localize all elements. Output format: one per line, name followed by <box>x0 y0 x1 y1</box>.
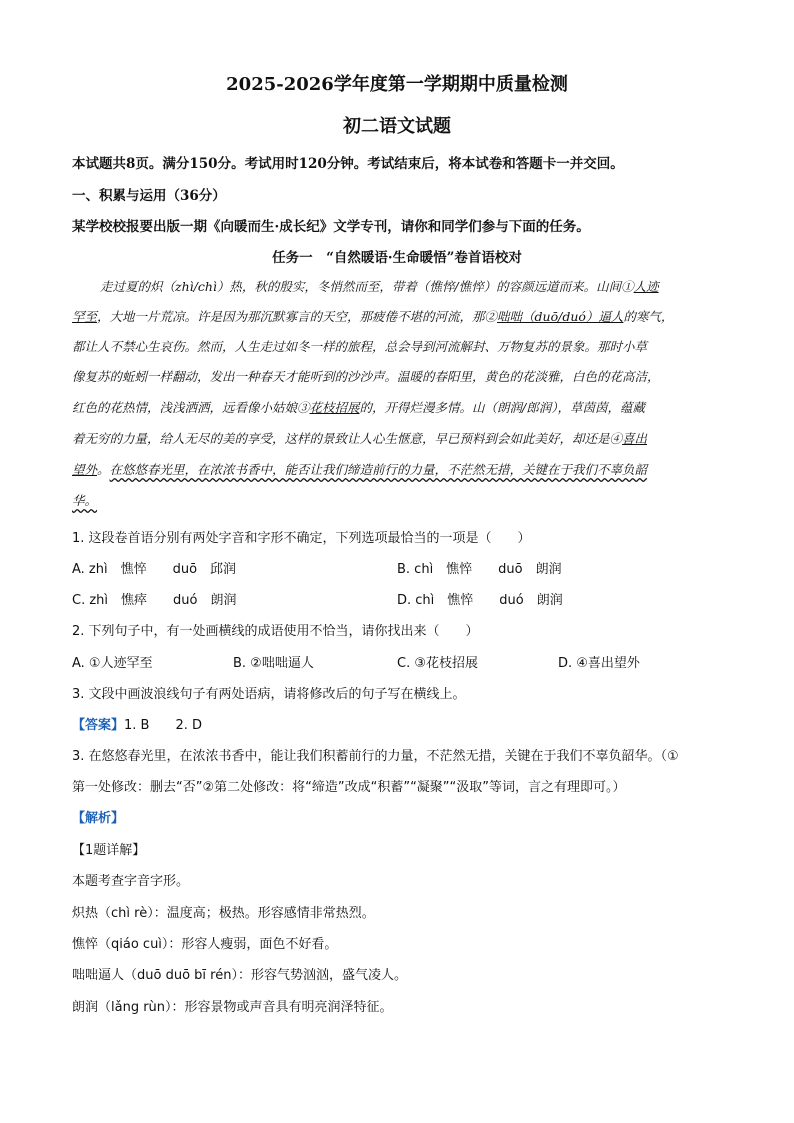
task-lead: 某学校校报要出版一期《向暖而生·成长纪》文学专刊，请你和同学们参与下面的任务。 <box>72 219 590 235</box>
underlined-idiom: 咄咄（duō/duó）逼人 <box>497 309 624 324</box>
analysis-line: 朗润（lǎng rùn）：形容景物或声音具有明亮润泽特征。 <box>72 1000 393 1015</box>
passage-line <box>72 429 647 447</box>
analysis-line: 炽热（chì rè）：温度高；极热。形容感情非常热烈。 <box>72 906 375 921</box>
passage-text: 的，开得烂漫多情。山（朗润/郎润），草茵茵，蕴藏 <box>359 400 645 415</box>
passage-line: 都让人不禁心生哀伤。然而，人生走过如冬一样的旅程，总会导到河流解封、万物复苏的景象。那时小草 <box>72 339 648 354</box>
underlined-idiom: 望外 <box>72 462 98 477</box>
q2-option-b: B. ②咄咄逼人 <box>233 656 314 671</box>
q2-option-c: C. ③花枝招展 <box>397 656 478 671</box>
analysis-line: 憔悴（qiáo cuì）：形容人瘦弱，面色不好看。 <box>72 937 338 952</box>
q1-option-a: A. zhì 憔悴 duō 邱润 <box>72 562 237 577</box>
question-3-stem: 3. 文段中画波浪线句子有两处语病，请将修改后的句子写在横线上。 <box>72 687 466 702</box>
section-heading: 一、积累与运用（36分） <box>72 188 226 204</box>
underlined-idiom: 人迹 <box>633 279 659 294</box>
passage-line <box>72 491 97 509</box>
task-title: 任务一 “自然暖语·生命暖悟”卷首语校对 <box>272 250 522 266</box>
passage-line <box>100 277 659 295</box>
answer-q3-line: 3. 在悠悠春光里，在浓浓书香中，能让我们积蓄前行的力量，不茫然无措，关键在于我们不辜负韶华。（① <box>72 749 679 764</box>
passage-text: 着无穷的力量，给人无尽的美的享受，这样的景致让人心生惬意，早已预料到会如此美好，却还是④ <box>72 431 623 446</box>
exam-title: 2025-2026学年度第一学期期中质量检测 <box>226 74 568 95</box>
underlined-idiom: 花枝招展 <box>309 400 360 415</box>
underlined-idiom: 喜出 <box>622 431 648 446</box>
passage-text: 的寒气， <box>623 309 674 324</box>
exam-subtitle: 初二语文试题 <box>343 116 451 137</box>
q2-option-a: A. ①人迹罕至 <box>72 656 153 671</box>
passage-line: 像复苏的蚯蚓一样翻动，发出一种春天才能听到的沙沙声。温暖的春阳里，黄色的花淡雅，白色的花高洁， <box>72 369 660 384</box>
q1-option-d: D. chì 憔悴 duó 朗润 <box>397 593 563 608</box>
passage-line <box>72 398 645 416</box>
answer-line <box>72 714 202 733</box>
passage-text: ，大地一片荒凉。许是因为那沉默寡言的天空，那疲倦不堪的河流，那② <box>97 309 498 324</box>
q2-option-d: D. ④喜出望外 <box>558 656 640 671</box>
question-1-stem: 1. 这段卷首语分别有两处字音和字形不确定，下列选项最恰当的一项是（ ） <box>72 531 531 546</box>
answer-tag: 【答案】 <box>72 718 125 733</box>
answer-q3-line: 第一处修改：删去“否”②第二处修改：将“缔造”改成“积蓄”“凝聚”“汲取”等词，言之有理即可。） <box>72 780 626 795</box>
passage-text: 走过夏的炽（zhì/chì）热，秋的殷实，冬悄然而至，带着（憔悴/憔悴）的容颜远道而来。山间① <box>100 279 634 294</box>
underlined-idiom: 罕至 <box>72 309 98 324</box>
analysis-line: 咄咄逼人（duō duō bī rén）：形容气势汹汹，盛气凌人。 <box>72 968 407 983</box>
wavy-underlined-sentence: 华。 <box>72 493 98 508</box>
q1-option-c: C. zhì 憔瘁 duó 朗润 <box>72 593 237 608</box>
analysis-line: 本题考查字音字形。 <box>72 874 190 889</box>
passage-line <box>72 307 673 325</box>
exam-notice: 本试题共8页。满分150分。考试用时120分钟。考试结束后，将本试卷和答题卡一并交回。 <box>72 156 624 172</box>
analysis-tag: 【解析】 <box>72 811 125 826</box>
question-2-stem: 2. 下列句子中，有一处画横线的成语使用不恰当，请你找出来（ ） <box>72 624 479 639</box>
answer-text: 1. B 2. D <box>124 718 203 733</box>
q1-option-b: B. chì 憔悴 duō 朗润 <box>397 562 562 577</box>
passage-line <box>72 460 647 478</box>
wavy-underlined-sentence: 在悠悠春光里，在浓浓书香中，能否让我们缔造前行的力量，不茫然无措，关键在于我们不辜负韶 <box>109 462 648 477</box>
analysis-subheading: 【1题详解】 <box>72 843 146 858</box>
passage-text: 。 <box>97 462 110 477</box>
passage-text: 红色的花热情，浅浅洒洒，远看像小姑娘③ <box>72 400 310 415</box>
